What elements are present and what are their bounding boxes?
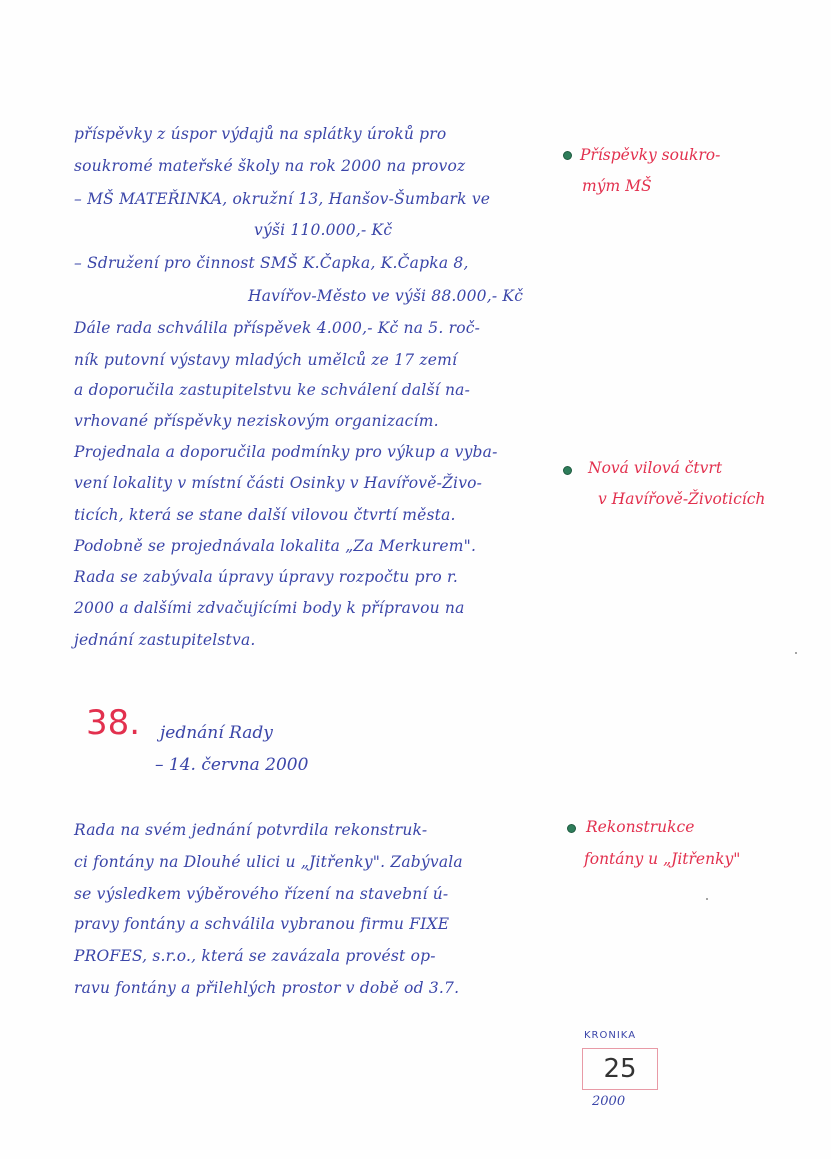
text-line: – Sdružení pro činnost SMŠ K.Čapka, K.Čapka 8, xyxy=(74,254,469,272)
text-line: – MŠ MATEŘINKA, okružní 13, Hanšov-Šumbark ve xyxy=(74,190,491,208)
text-line: vrhované příspěvky neziskovým organizacím. xyxy=(74,412,439,430)
text-line: výši 110.000,- Kč xyxy=(254,221,393,239)
paper-speck xyxy=(795,652,797,654)
text-line: Podobně se projednávala lokalita „Za Merkurem". xyxy=(74,537,477,555)
margin-note-line: v Havířově-Životicích xyxy=(598,490,766,508)
stamp-year: 2000 xyxy=(592,1094,626,1109)
bullet-icon xyxy=(563,151,572,160)
text-line: soukromé mateřské školy na rok 2000 na provoz xyxy=(74,157,466,175)
meeting-title: jednání Rady xyxy=(160,723,273,743)
page-number: 25 xyxy=(582,1048,658,1090)
margin-note-line: mým MŠ xyxy=(582,177,652,195)
meeting-date: – 14. června 2000 xyxy=(155,755,309,775)
margin-note-line: Příspěvky soukro- xyxy=(580,146,721,164)
text-line: Dále rada schválila příspěvek 4.000,- Kč na 5. roč- xyxy=(74,319,481,337)
text-line: jednání zastupitelstva. xyxy=(74,631,256,649)
margin-note-line: Rekonstrukce xyxy=(586,818,695,836)
text-line: ravu fontány a přilehlých prostor v době od 3.7. xyxy=(74,979,460,997)
margin-note-line: fontány u „Jitřenky" xyxy=(584,850,741,868)
text-line: Rada se zabývala úpravy úpravy rozpočtu pro r. xyxy=(74,568,459,586)
text-line: PROFES, s.r.o., která se zavázala provést op- xyxy=(74,947,436,965)
text-line: 2000 a dalšími zdvačujícími body k přípravou na xyxy=(74,599,465,617)
text-line: pravy fontány a schválila vybranou firmu FIXE xyxy=(74,915,450,933)
bullet-icon xyxy=(563,466,572,475)
margin-note-line: Nová vilová čtvrt xyxy=(588,459,723,477)
text-line: příspěvky z úspor výdajů na splátky úroků pro xyxy=(74,125,447,143)
text-line: vení lokality v místní části Osinky v Havířově-Živo- xyxy=(74,474,483,492)
text-line: se výsledkem výběrového řízení na stavební ú- xyxy=(74,885,449,903)
text-line: ci fontány na Dlouhé ulici u „Jitřenky". Zabývala xyxy=(74,853,463,871)
text-line: ník putovní výstavy mladých umělců ze 17 zemí xyxy=(74,351,458,369)
text-line: a doporučila zastupitelstvu ke schválení další na- xyxy=(74,381,471,399)
text-line: Projednala a doporučila podmínky pro výkup a vyba- xyxy=(74,443,498,461)
text-line: Havířov-Město ve výši 88.000,- Kč xyxy=(248,287,524,305)
stamp-label: KRONIKA xyxy=(584,1030,637,1041)
text-line: Rada na svém jednání potvrdila rekonstruk- xyxy=(74,821,428,839)
text-line: ticích, která se stane další vilovou čtvrtí města. xyxy=(74,506,456,524)
bullet-icon xyxy=(567,824,576,833)
paper-speck xyxy=(706,898,708,900)
meeting-number: 38. xyxy=(86,703,141,743)
